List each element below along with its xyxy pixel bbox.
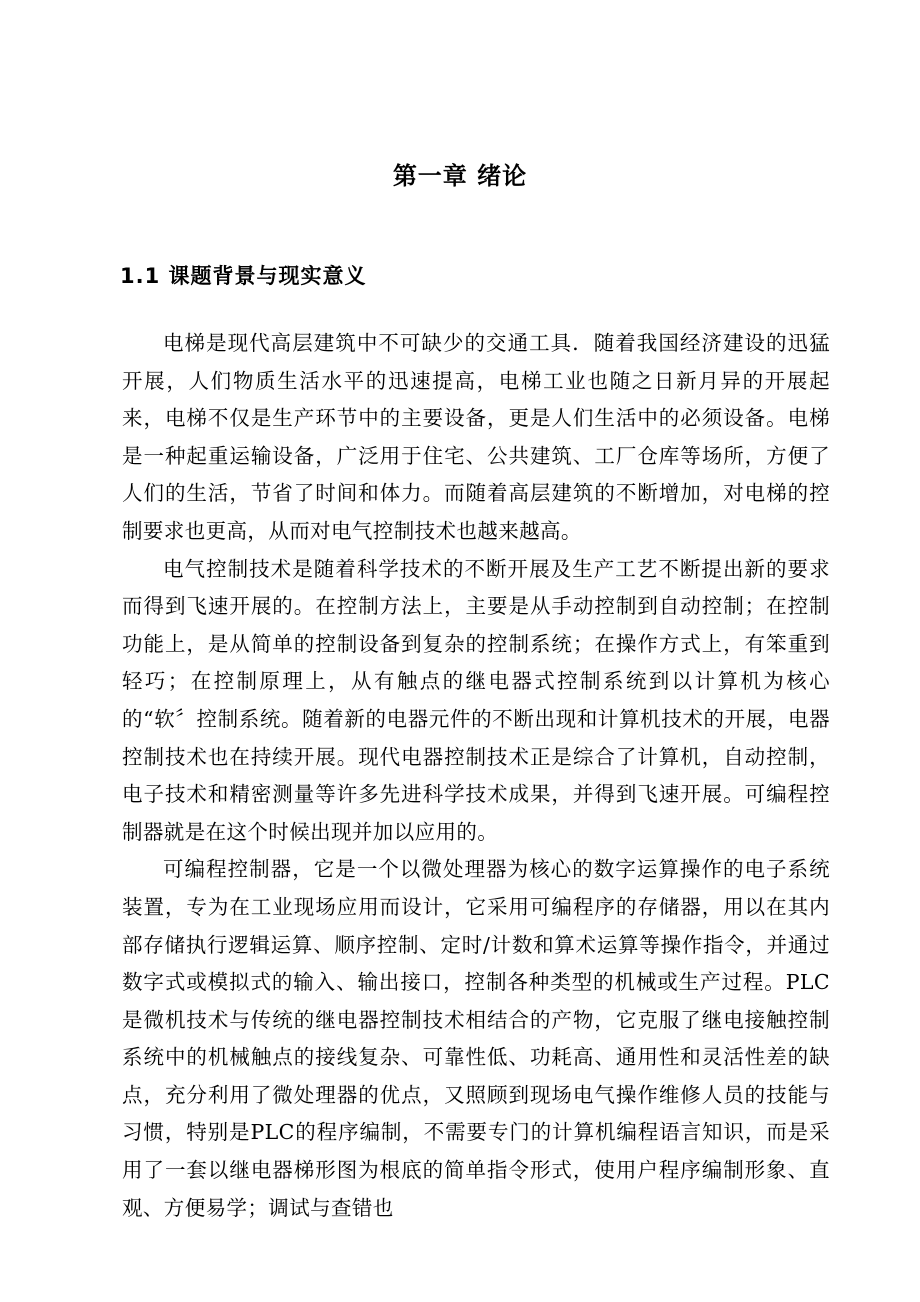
body-text <box>122 325 830 1227</box>
paragraph-2: 电气控制技术是随着科学技术的不断开展及生产工艺不断提出新的要求而得到飞速开展的。在控制方法上，主要是从手动控制到自动控制；在控制功能上，是从简单的控制设备到复杂的控制系统；在操作方式上，有笨重到轻巧；在控制原理上，从有触点的继电器式控制系统到以计算机为核心的“软〞控制系统。随着新的电器元件的不断出现和计算机技术的开展，电器控制技术也在持续开展。现代电器控制技术正是综合了计算机，自动控制，电子技术和精密测量等许多先进科学技术成果，并得到飞速开展。可编程控制器就是在这个时候出现并加以应用的。 <box>122 556 830 844</box>
paragraph-1: 电梯是现代高层建筑中不可缺少的交通工具．随着我国经济建设的迅猛开展，人们物质生活水平的迅速提高，电梯工业也随之日新月异的开展起来，电梯不仅是生产环节中的主要设备，更是人们生活中的必须设备。电梯是一种起重运输设备，广泛用于住宅、公共建筑、工厂仓库等场所，方便了人们的生活，节省了时间和体力。而随着高层建筑的不断增加，对电梯的控制要求也更高，从而对电气控制技术也越来越高。 <box>122 331 830 543</box>
paragraph-3: 可编程控制器，它是一个以微处理器为核心的数字运算操作的电子系统装置，专为在工业现场应用而设计，它采用可编程序的存储器，用以在其内部存储执行逻辑运算、顺序控制、定时/计数和算术运算等操作指令，并通过数字式或模拟式的输入、输出接口，控制各种类型的机械或生产过程。PLC是微机技术与传统的继电器控制技术相结合的产物，它克服了继电接触控制系统中的机械触点的接线复杂、可靠性低、功耗高、通用性和灵活性差的缺点，充分利用了微处理器的优点，又照顾到现场电气操作维修人员的技能与习惯，特别是PLC的程序编制，不需要专门的计算机编程语言知识，而是采用了一套以继电器梯形图为根底的简单指令形式，使用户程序编制形象、直观、方便易学；调试与查错也 <box>122 857 830 1220</box>
chapter-title: 第一章 绪论 <box>392 162 528 190</box>
section-title: 1.1 课题背景与现实意义 <box>120 264 367 288</box>
